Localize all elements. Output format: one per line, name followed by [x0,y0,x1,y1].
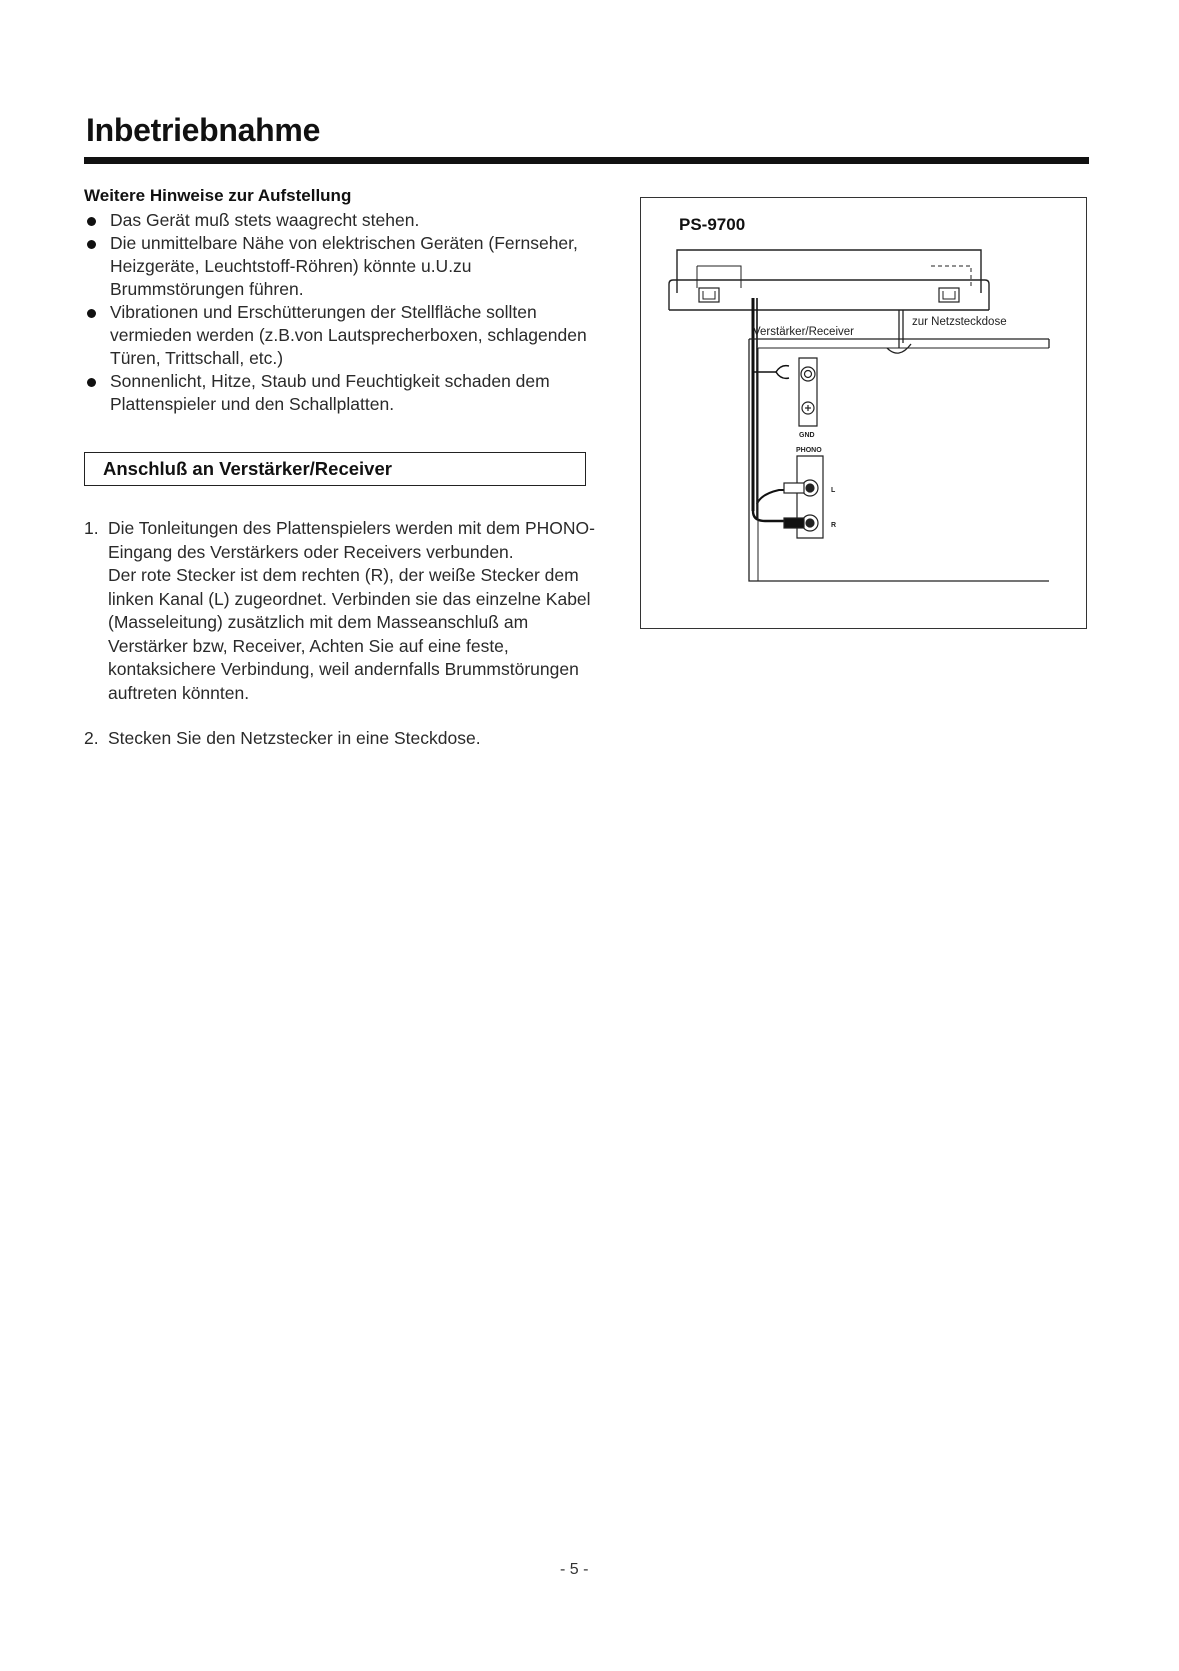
bullet-icon [87,240,96,249]
connection-heading: Anschluß an Verstärker/Receiver [103,458,392,479]
page-number: - 5 - [560,1561,589,1578]
phono-label: PHONO [796,447,822,454]
page-title: Inbetriebnahme [86,112,321,148]
list-item-text: Das Gerät muß stets waagrecht stehen. [110,210,420,230]
step-1-paragraph-1: Die Tonleitungen des Plattenspielers werden mit dem PHONO-Eingang des Verstärkers oder Receivers verbunden. [108,518,595,562]
connection-section-header [84,452,586,486]
step-number: 2. [84,728,99,748]
step-1-paragraph-2: Der rote Stecker ist dem rechten (R), der weiße Stecker dem linken Kanal (L) zugeordnet. Verbinden sie das einzelne Kabel (Masseleitung) zusätzlich mit dem Masseanschluß am Verstärker bzw, Receiver, Achten Sie auf eine feste, kontaksichere Verbindung, weil andernfalls Brummstörungen auftreten könnten. [108,565,591,703]
list-item [84,370,604,416]
setup-notes-heading: Weitere Hinweise zur Aufstellung [84,186,352,205]
gnd-terminal-icon [799,358,817,426]
left-channel-label: L [831,487,836,494]
list-item [84,209,604,232]
right-channel-label: R [831,522,837,529]
gnd-label: GND [799,432,815,439]
power-outlet-label: zur Netzsteckdose [912,316,1007,328]
setup-notes-list [84,209,604,416]
amplifier-illustration [749,339,1049,581]
list-item [84,301,604,370]
model-label: PS-9700 [679,215,746,234]
setup-notes [84,186,604,416]
connection-diagram-svg [641,198,1087,629]
list-item-text: Die unmittelbare Nähe von elektrischen Geräten (Fernseher, Heizgeräte, Leuchtstoff-Röhren) könnte u.U.zu Brummstörungen führen. [110,233,578,299]
connection-diagram [640,197,1087,629]
bullet-icon [87,309,96,318]
title-rule [84,157,1089,164]
amplifier-label: Verstärker/Receiver [753,326,854,338]
bullet-icon [87,378,96,387]
phono-jacks-icon [784,456,823,538]
power-cord [887,310,911,353]
connection-steps [84,517,604,751]
step-2 [84,727,604,751]
list-item-text: Sonnenlicht, Hitze, Staub und Feuchtigkeit schaden dem Plattenspieler und den Schallplatten. [110,371,550,414]
step-number: 1. [84,518,99,538]
step-2-paragraph-1: Stecken Sie den Netzstecker in eine Steckdose. [108,728,481,748]
list-item [84,232,604,301]
bullet-icon [87,217,96,226]
list-item-text: Vibrationen und Erschütterungen der Stellfläche sollten vermieden werden (z.B.von Lautsprecherboxen, schlagenden Türen, Trittschall, etc.) [110,302,587,368]
turntable-illustration [669,250,989,310]
step-1 [84,517,604,705]
